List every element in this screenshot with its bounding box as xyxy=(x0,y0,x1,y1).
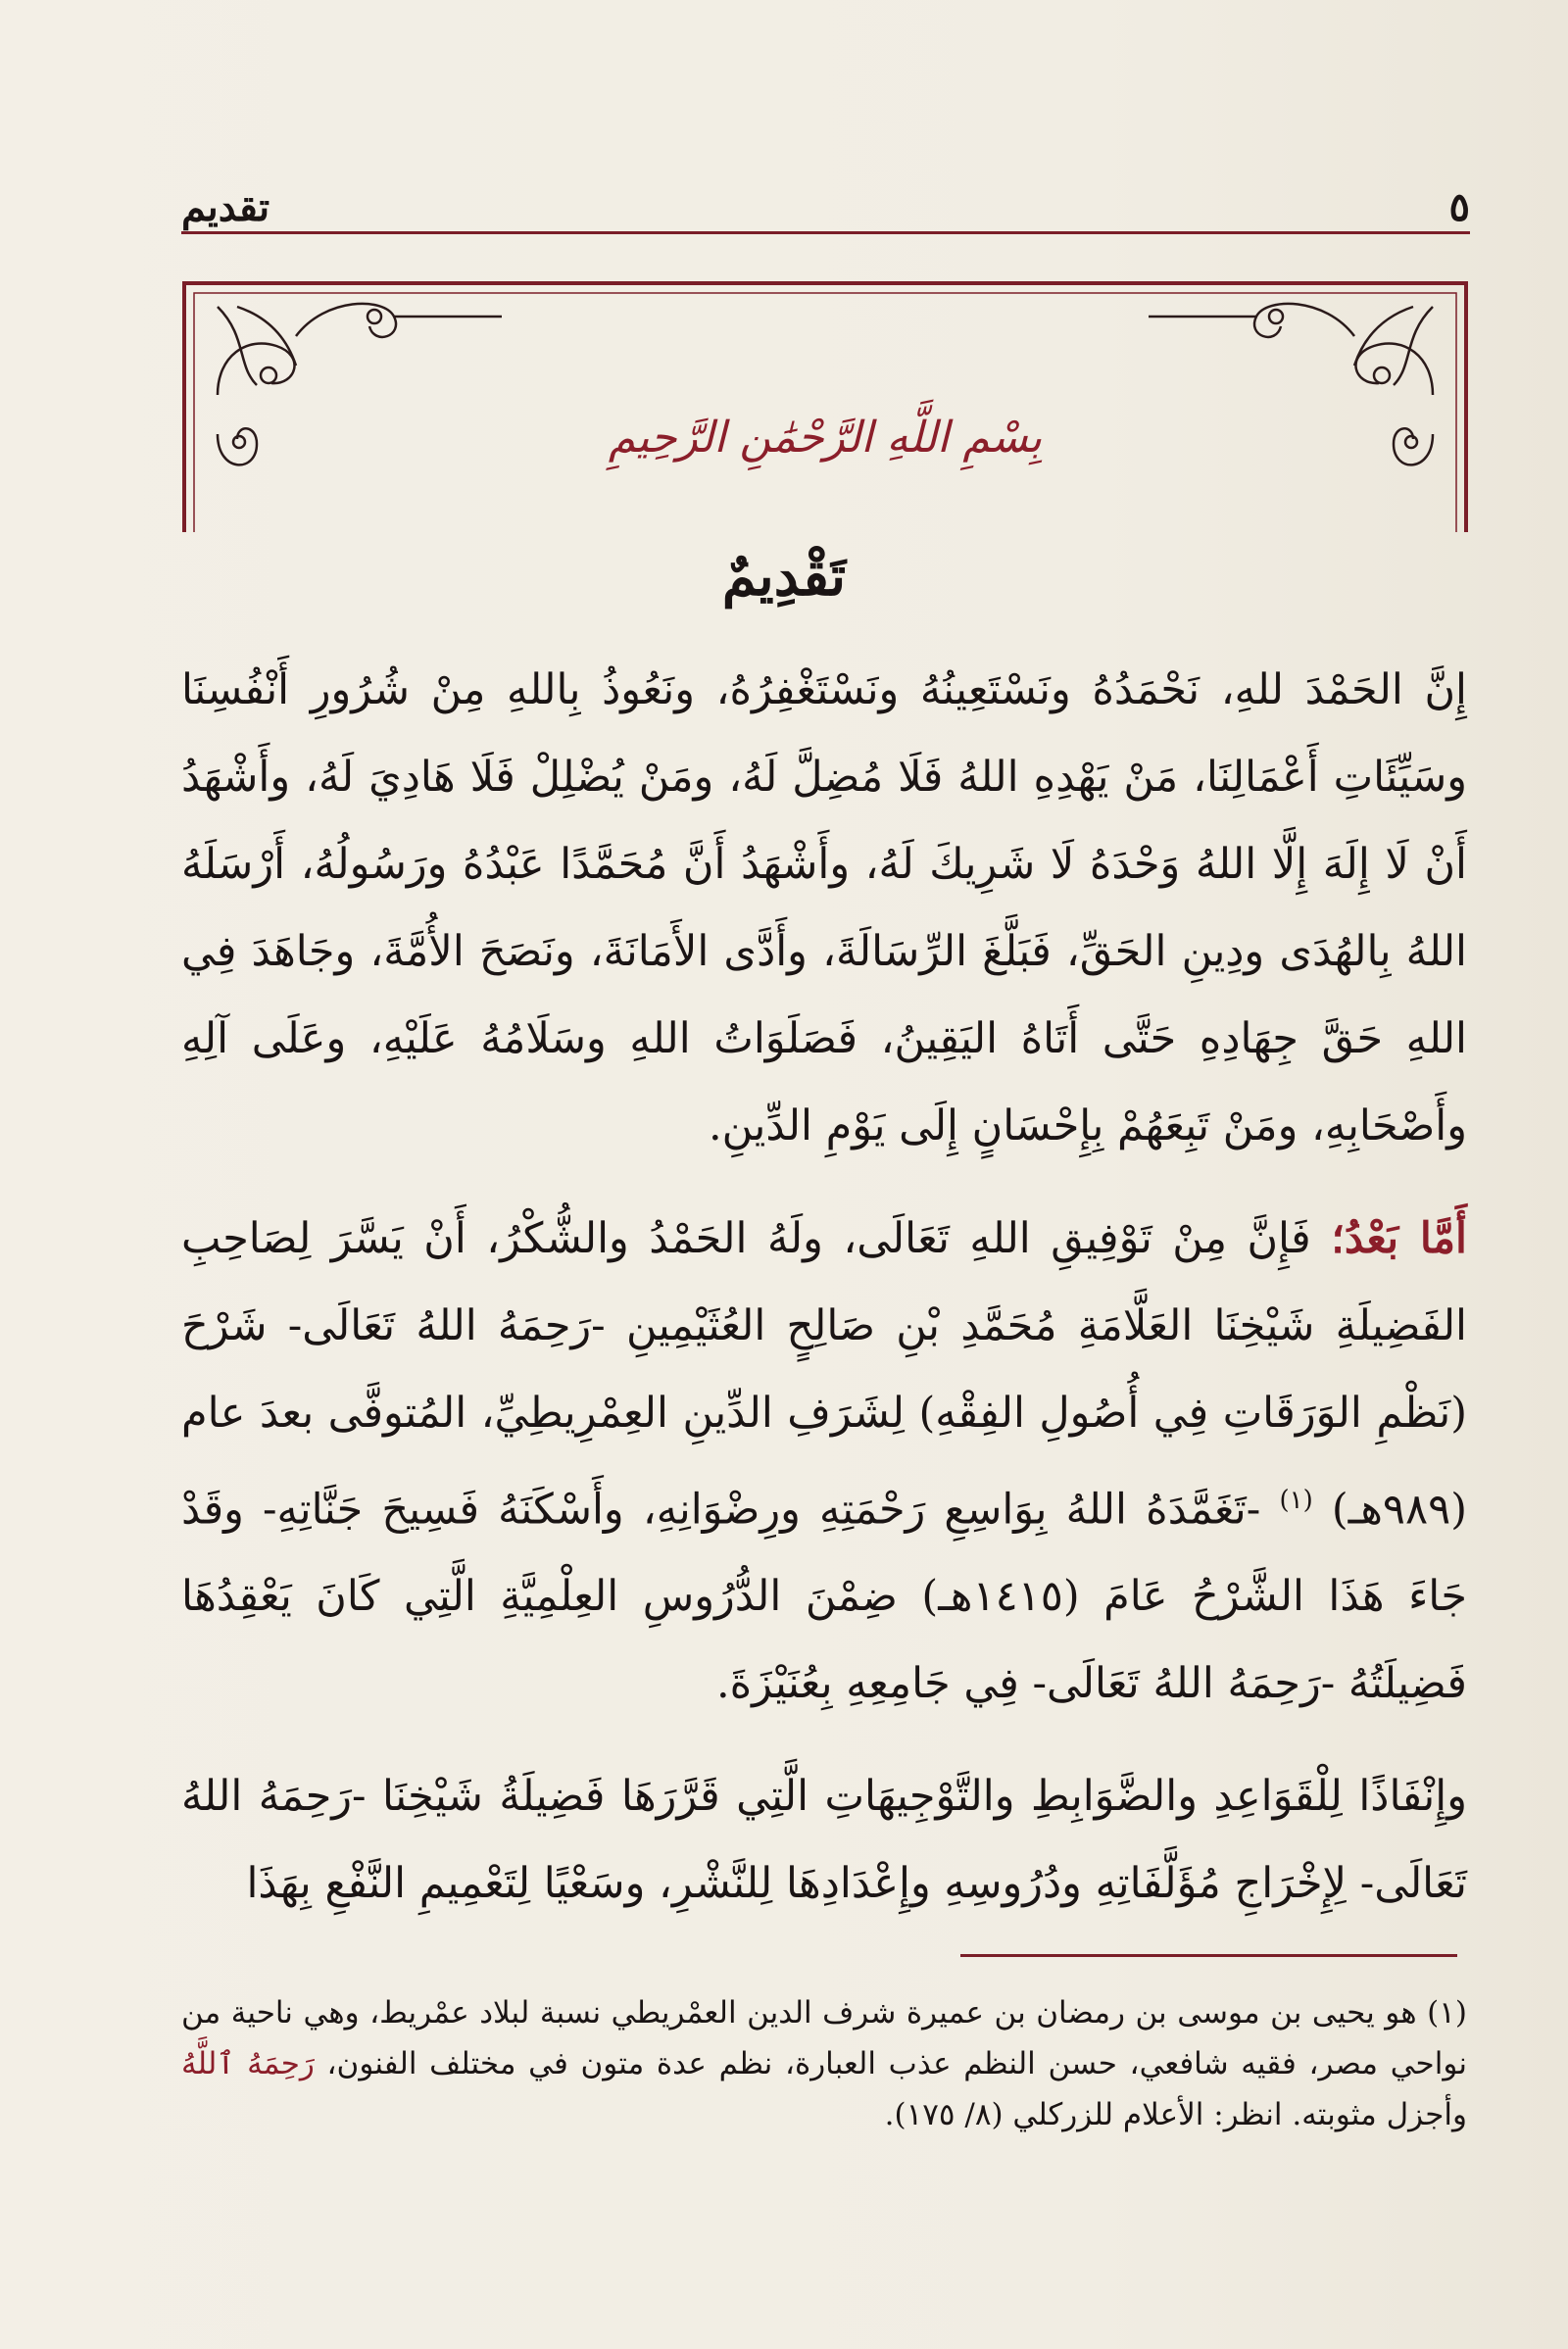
footnote xyxy=(181,1987,1467,2140)
paragraph-2-part2: -تَغَمَّدَهُ اللهُ بِوَاسِعِ رَحْمَتِهِ ورِضْوَانِهِ، وأَسْكَنَهُ فَسِيحَ جَنَّاتِهِ- وقَدْ جَاءَ هَذَا الشَّرْحُ عَامَ (١٤١٥هـ) ضِمْنَ الدُّرُوسِ العِلْمِيَّةِ الَّتِي كَانَ يَعْقِدُهَا فَضِيلَتُهُ -رَحِمَهُ اللهُ تَعَالَى- فِي جَامِعِهِ بِعُنَيْزَةَ. xyxy=(181,1485,1467,1709)
paragraph-2-lead: أَمَّا بَعْدُ؛ xyxy=(1331,1214,1467,1263)
running-title: تقديم xyxy=(181,184,270,230)
ornament-border xyxy=(178,277,1472,532)
section-title: تَقْدِيمٌ xyxy=(721,544,847,609)
main-text xyxy=(181,647,1467,1953)
header-rule xyxy=(181,231,1470,234)
paragraph-3: وإِنْفَاذًا لِلْقَوَاعِدِ والضَّوَابِطِ والتَّوْجِيهَاتِ الَّتِي قَرَّرَهَا فَضِيلَةُ شَيْخِنَا -رَحِمَهُ اللهُ تَعَالَى- لِإِخْرَاجِ مُؤَلَّفَاتِهِ ودُرُوسِهِ وإِعْدَادِهَا لِلنَّشْرِ، وسَعْيًا لِتَعْمِيمِ النَّفْعِ بِهَذَا xyxy=(181,1772,1467,1909)
paragraph-2-part1: فَإِنَّ مِنْ تَوْفِيقِ اللهِ تَعَالَى، ولَهُ الحَمْدُ والشُّكْرُ، أَنْ يَسَّرَ لِصَاحِبِ الفَضِيلَةِ شَيْخِنَا العَلَّامَةِ مُحَمَّدِ بْنِ صَالِحٍ العُثَيْمِينِ -رَحِمَهُ اللهُ تَعَالَى- شَرْحَ (نَظْمِ الوَرَقَاتِ فِي أُصُولِ الفِقْهِ) لِشَرَفِ الدِّينِ العِمْرِيطِيِّ، المُتوفَّى بعدَ عام (٩٨٩هـ) xyxy=(181,1214,1467,1535)
footnote-text-1: (١) هو يحيى بن موسى بن رمضان بن عميرة شرف الدين العمْريطي نسبة لبلاد عمْريط، وهي ناحية من نواحي مصر، فقيه شافعي، حسن النظم عذب العبارة، نظم عدة متون في مختلف الفنون، xyxy=(181,1995,1467,2081)
paragraph-2 xyxy=(181,1196,1467,1728)
footnote-reference: (١) xyxy=(1279,1486,1313,1515)
footnote-text-2: وأجزل مثوبته. انظر: الأعلام للزركلي (٨/ ١٧٥). xyxy=(884,2097,1467,2132)
running-head xyxy=(181,171,1470,230)
page-number: ٥ xyxy=(1448,184,1470,230)
basmala: بِسْمِ اللَّهِ الرَّحْمَٰنِ الرَّحِيمِ xyxy=(608,413,1043,463)
footnote-honorific: رَحِمَهُ ٱللَّهُ xyxy=(181,2046,315,2081)
footnote-rule xyxy=(960,1954,1457,1957)
ornamental-frame xyxy=(178,277,1472,532)
paragraph-1: إِنَّ الحَمْدَ للهِ، نَحْمَدُهُ ونَسْتَعِينُهُ ونَسْتَغْفِرُهُ، ونَعُوذُ بِاللهِ مِنْ شُرُورِ أَنْفُسِنَا وسَيِّئَاتِ أَعْمَالِنَا، مَنْ يَهْدِهِ اللهُ فَلَا مُضِلَّ لَهُ، ومَنْ يُضْلِلْ فَلَا هَادِيَ لَهُ، وأَشْهَدُ أَنْ لَا إِلَهَ إِلَّا اللهُ وَحْدَهُ لَا شَرِيكَ لَهُ، وأَشْهَدُ أَنَّ مُحَمَّدًا عَبْدُهُ ورَسُولُهُ، أَرْسَلَهُ اللهُ بِالهُدَى ودِينِ الحَقِّ، فَبَلَّغَ الرِّسَالَةَ، وأَدَّى الأَمَانَةَ، ونَصَحَ الأُمَّةَ، وجَاهَدَ فِي اللهِ حَقَّ جِهَادِهِ حَتَّى أَتَاهُ اليَقِينُ، فَصَلَوَاتُ اللهِ وسَلَامُهُ عَلَيْهِ، وعَلَى آلِهِ وأَصْحَابِهِ، ومَنْ تَبِعَهُمْ بِإِحْسَانٍ إِلَى يَوْمِ الدِّينِ. xyxy=(181,665,1467,1150)
